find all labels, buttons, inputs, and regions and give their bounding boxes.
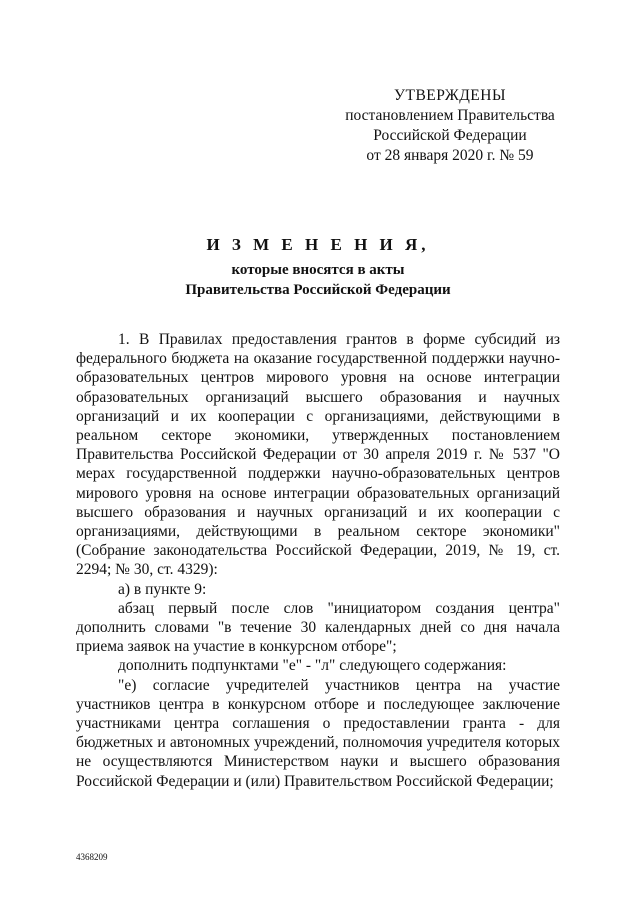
document-body	[76, 330, 560, 791]
approval-heading: УТВЕРЖДЕНЫ	[394, 87, 506, 104]
paragraph-2: а) в пункте 9:	[118, 580, 207, 598]
document-number: 4368209	[76, 852, 108, 862]
paragraph-1: 1. В Правилах предоставления грантов в форме субсидий из федерального бюджета на оказание государственной поддержки научно-образовательных центров мирового уровня на основе интеграции образовательных организаций высшего образования и научных организаций и их кооперации с организациями, действующими в реальном секторе экономики, утвержденных постановлением Правительства Российской Федерации от 30 апреля 2019 г. № 537 "О мерах государственной поддержки научно-образовательных центров мирового уровня на основе интеграции образовательных организаций высшего образования и научных организаций и их кооперации с организациями, действующими в реальном секторе экономики" (Собрание законодательства Российской Федерации, 2019, № 19, ст. 2294; № 30, ст. 4329):	[76, 331, 560, 579]
approval-stamp	[320, 86, 580, 166]
approval-line-3: от 28 января 2020 г. № 59	[366, 147, 534, 164]
paragraph-3: абзац первый после слов "инициатором создания центра" дополнить словами "в течение 30 календарных дней со дня начала приема заявок на участие в конкурсном отборе";	[76, 599, 560, 656]
document-subtitle-1: которые вносятся в акты	[231, 262, 405, 278]
document-subtitle-2: Правительства Российской Федерации	[185, 282, 451, 298]
paragraph-4: дополнить подпунктами "е" - "л" следующего содержания:	[118, 657, 507, 675]
document-title-block	[76, 234, 560, 300]
paragraph-5: "е) согласие учредителей участников центра на участие участников центра в конкурсном отборе и последующее заключение участниками центра соглашения о предоставлении гранта - для бюджетных и автономных учреждений, полномочия учредителя которых не осуществляются Министерством науки и высшего образования Российской Федерации и (или) Правительством Российской Федерации;	[76, 676, 560, 790]
approval-line-2: Российской Федерации	[373, 127, 527, 144]
approval-line-1: постановлением Правительства	[345, 107, 555, 124]
document-title: И З М Е Н Е Н И Я,	[206, 235, 430, 254]
